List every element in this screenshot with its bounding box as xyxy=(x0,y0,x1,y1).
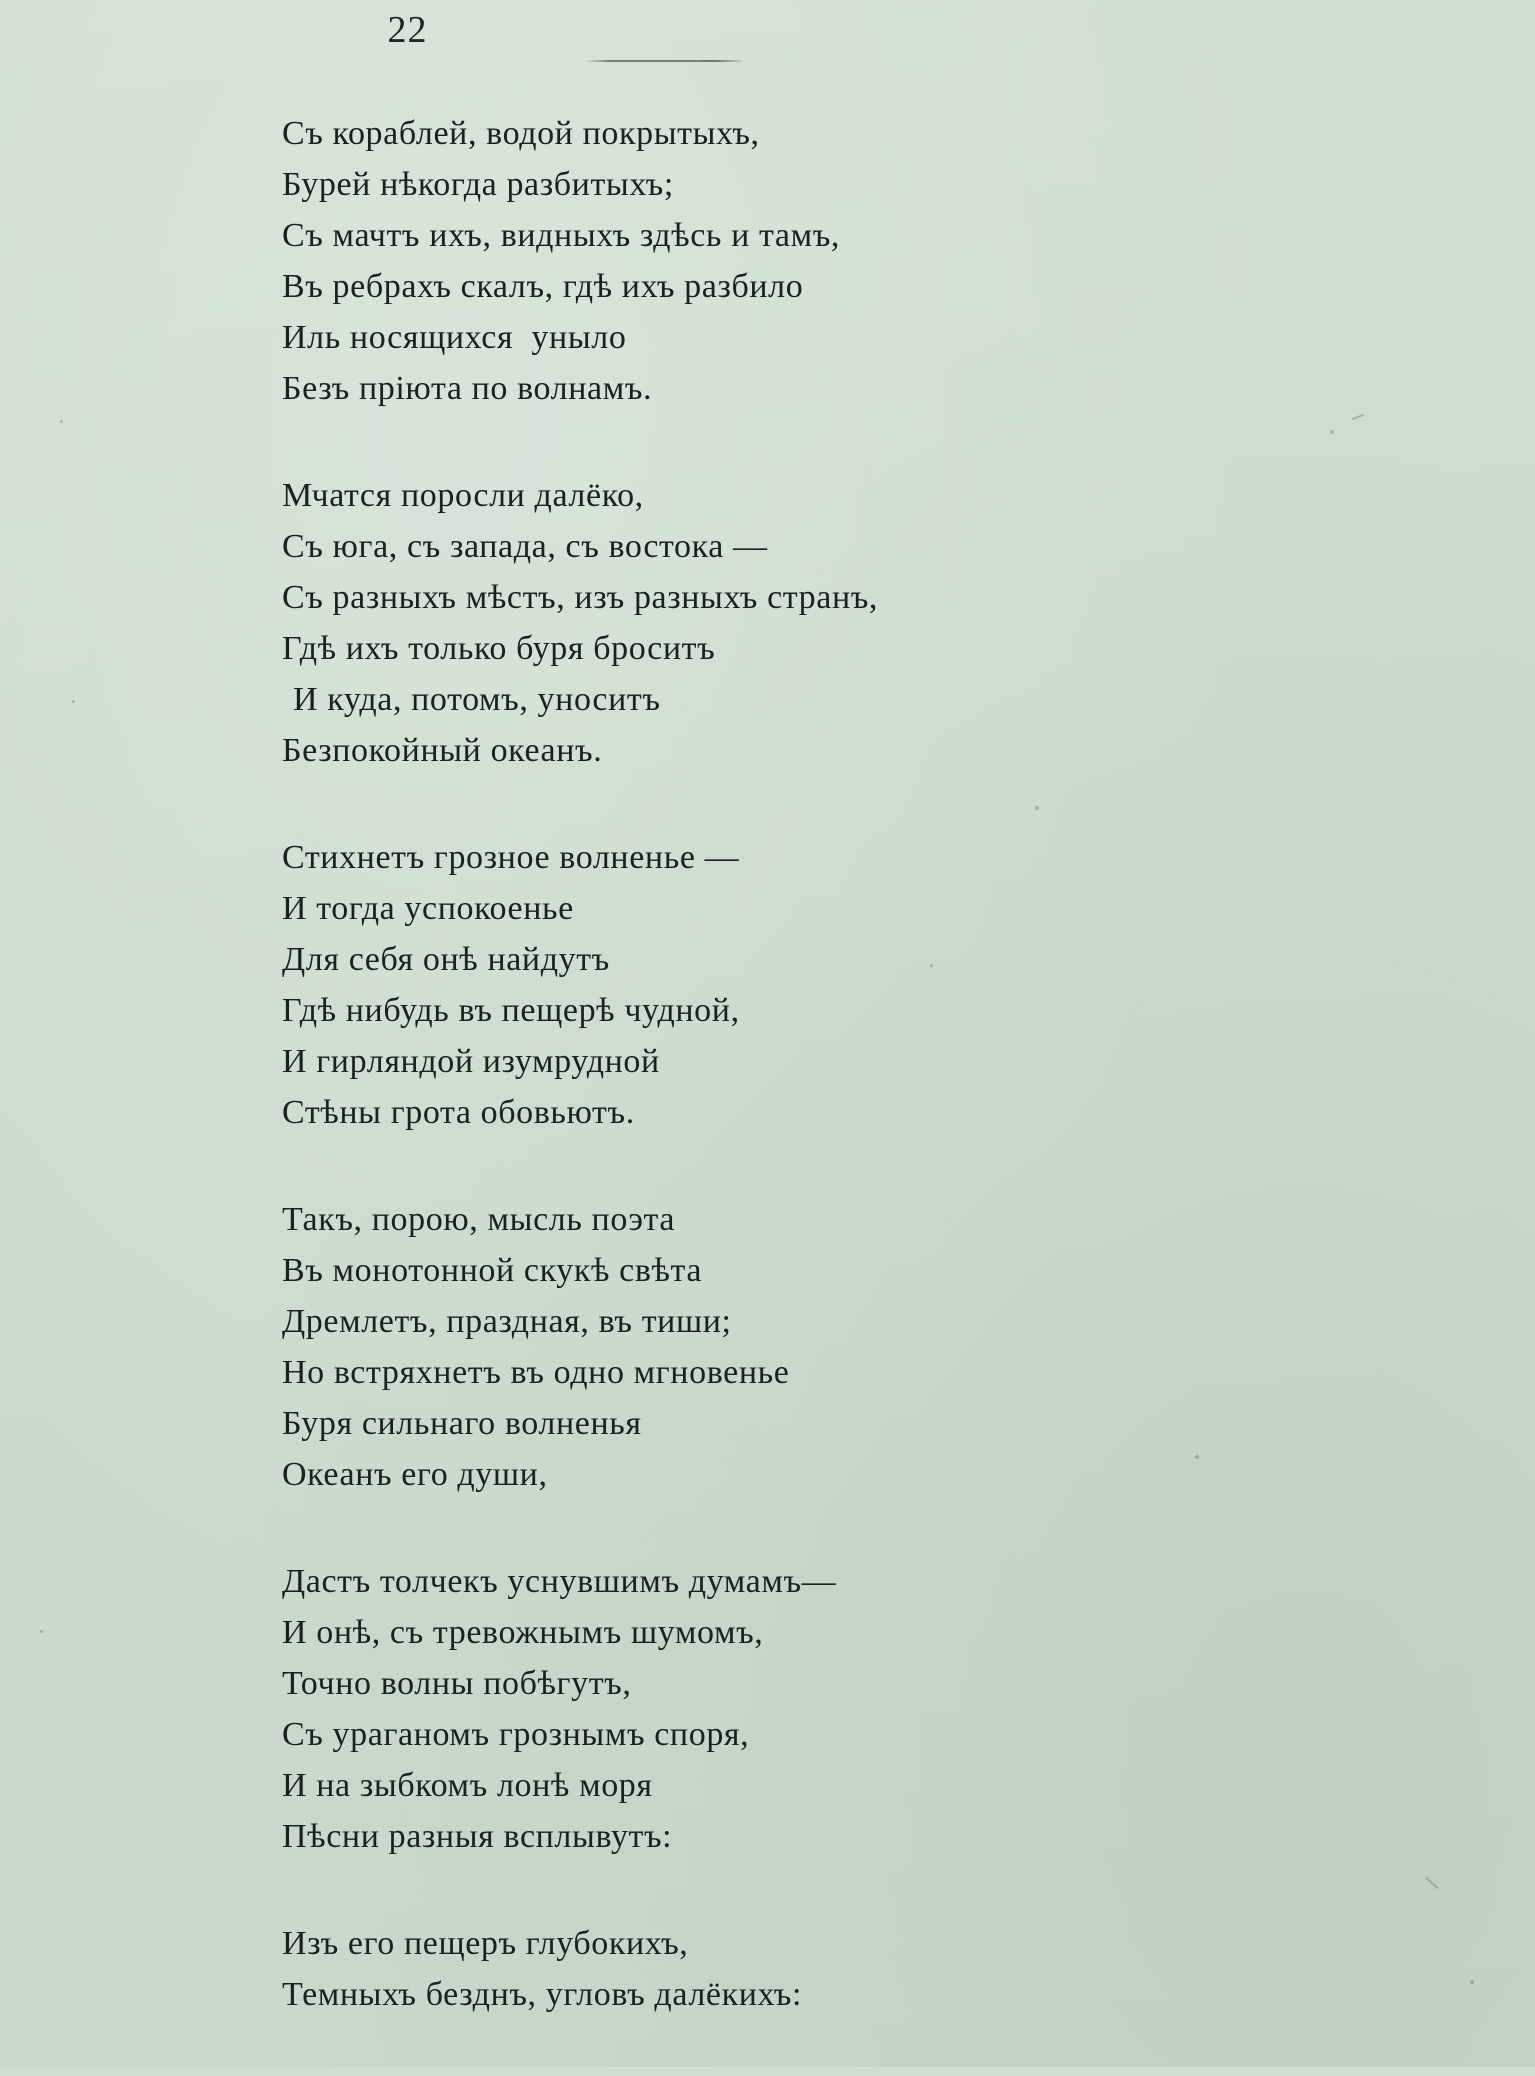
poem-line: Темныхъ безднъ, угловъ далёкихъ: xyxy=(282,1976,803,2013)
page-number-value: 22 xyxy=(387,9,428,51)
poem-line: Съ мачтъ ихъ, видныхъ здѣсь и тамъ, xyxy=(282,217,840,254)
page-number xyxy=(0,8,1535,52)
poem-line: Стѣны грота обовьютъ. xyxy=(282,1094,635,1131)
poem-line: Океанъ его души, xyxy=(282,1456,548,1493)
stanza xyxy=(282,1556,1332,1862)
stanza xyxy=(282,832,1332,1138)
poem-line: Стихнетъ грозное волненье — xyxy=(282,839,740,876)
poem-line: И куда, потомъ, уноситъ xyxy=(293,681,661,718)
stanza xyxy=(282,1918,1332,2020)
poem-line: Точно волны побѣгутъ, xyxy=(282,1665,632,1702)
stanza xyxy=(282,470,1332,776)
poem-line: Въ монотонной скукѣ свѣта xyxy=(282,1252,703,1289)
poem-line: Такъ, порою, мысль поэта xyxy=(282,1201,676,1238)
paper-mark xyxy=(700,60,742,62)
poem-line: Гдѣ нибудь въ пещерѣ чудной, xyxy=(282,992,740,1029)
paper-speck xyxy=(40,1630,43,1633)
poem-line: Дремлетъ, праздная, въ тиши; xyxy=(282,1303,732,1340)
poem-line: Пѣсни разныя всплывутъ: xyxy=(282,1818,673,1855)
poem-line: Бурей нѣкогда разбитыхъ; xyxy=(282,166,674,203)
poem-line: Безпокойный океанъ. xyxy=(282,732,603,769)
poem-line: Буря сильнаго волненья xyxy=(282,1405,642,1442)
poem-line: Съ кораблей, водой покрытыхъ, xyxy=(282,115,760,152)
poem-line: И тогда успокоенье xyxy=(282,890,574,927)
stanza xyxy=(282,1194,1332,1500)
poem-line: Съ ураганомъ грознымъ споря, xyxy=(282,1716,750,1753)
paper-speck xyxy=(60,420,63,423)
poem-line: Дастъ толчекъ уснувшимъ думамъ— xyxy=(282,1563,837,1600)
poem-line: Но встряхнетъ въ одно мгновенье xyxy=(282,1354,790,1391)
stanza xyxy=(282,108,1332,414)
paper-mark xyxy=(1352,414,1364,420)
poem-body xyxy=(282,108,1332,2076)
poem-line: Съ разныхъ мѣстъ, изъ разныхъ странъ, xyxy=(282,579,879,616)
poem-line: Для себя онѣ найдутъ xyxy=(282,941,610,978)
poem-line: Гдѣ ихъ только буря броситъ xyxy=(282,630,716,667)
poem-line: И на зыбкомъ лонѣ моря xyxy=(282,1767,653,1804)
poem-line: Изъ его пещеръ глубокихъ, xyxy=(282,1925,689,1962)
poem-line: И гирляндой изумрудной xyxy=(282,1043,660,1080)
poem-line: Иль носящихся уныло xyxy=(282,319,627,356)
paper-speck xyxy=(1470,1980,1474,1984)
poem-line: И онѣ, съ тревожнымъ шумомъ, xyxy=(282,1614,764,1651)
poem-line: Мчатся поросли далёко, xyxy=(282,477,644,514)
paper-speck xyxy=(72,700,75,703)
poem-line: Съ юга, съ запада, съ востока — xyxy=(282,528,768,565)
paper-speck xyxy=(1195,1455,1199,1459)
paper-speck xyxy=(1330,430,1334,434)
paper-speck xyxy=(930,964,933,967)
paper-speck xyxy=(1035,806,1039,810)
poem-line: Въ ребрахъ скалъ, гдѣ ихъ разбило xyxy=(282,268,804,305)
poem-line: Безъ пріюта по волнамъ. xyxy=(282,370,653,407)
paper-mark xyxy=(1425,1877,1438,1889)
